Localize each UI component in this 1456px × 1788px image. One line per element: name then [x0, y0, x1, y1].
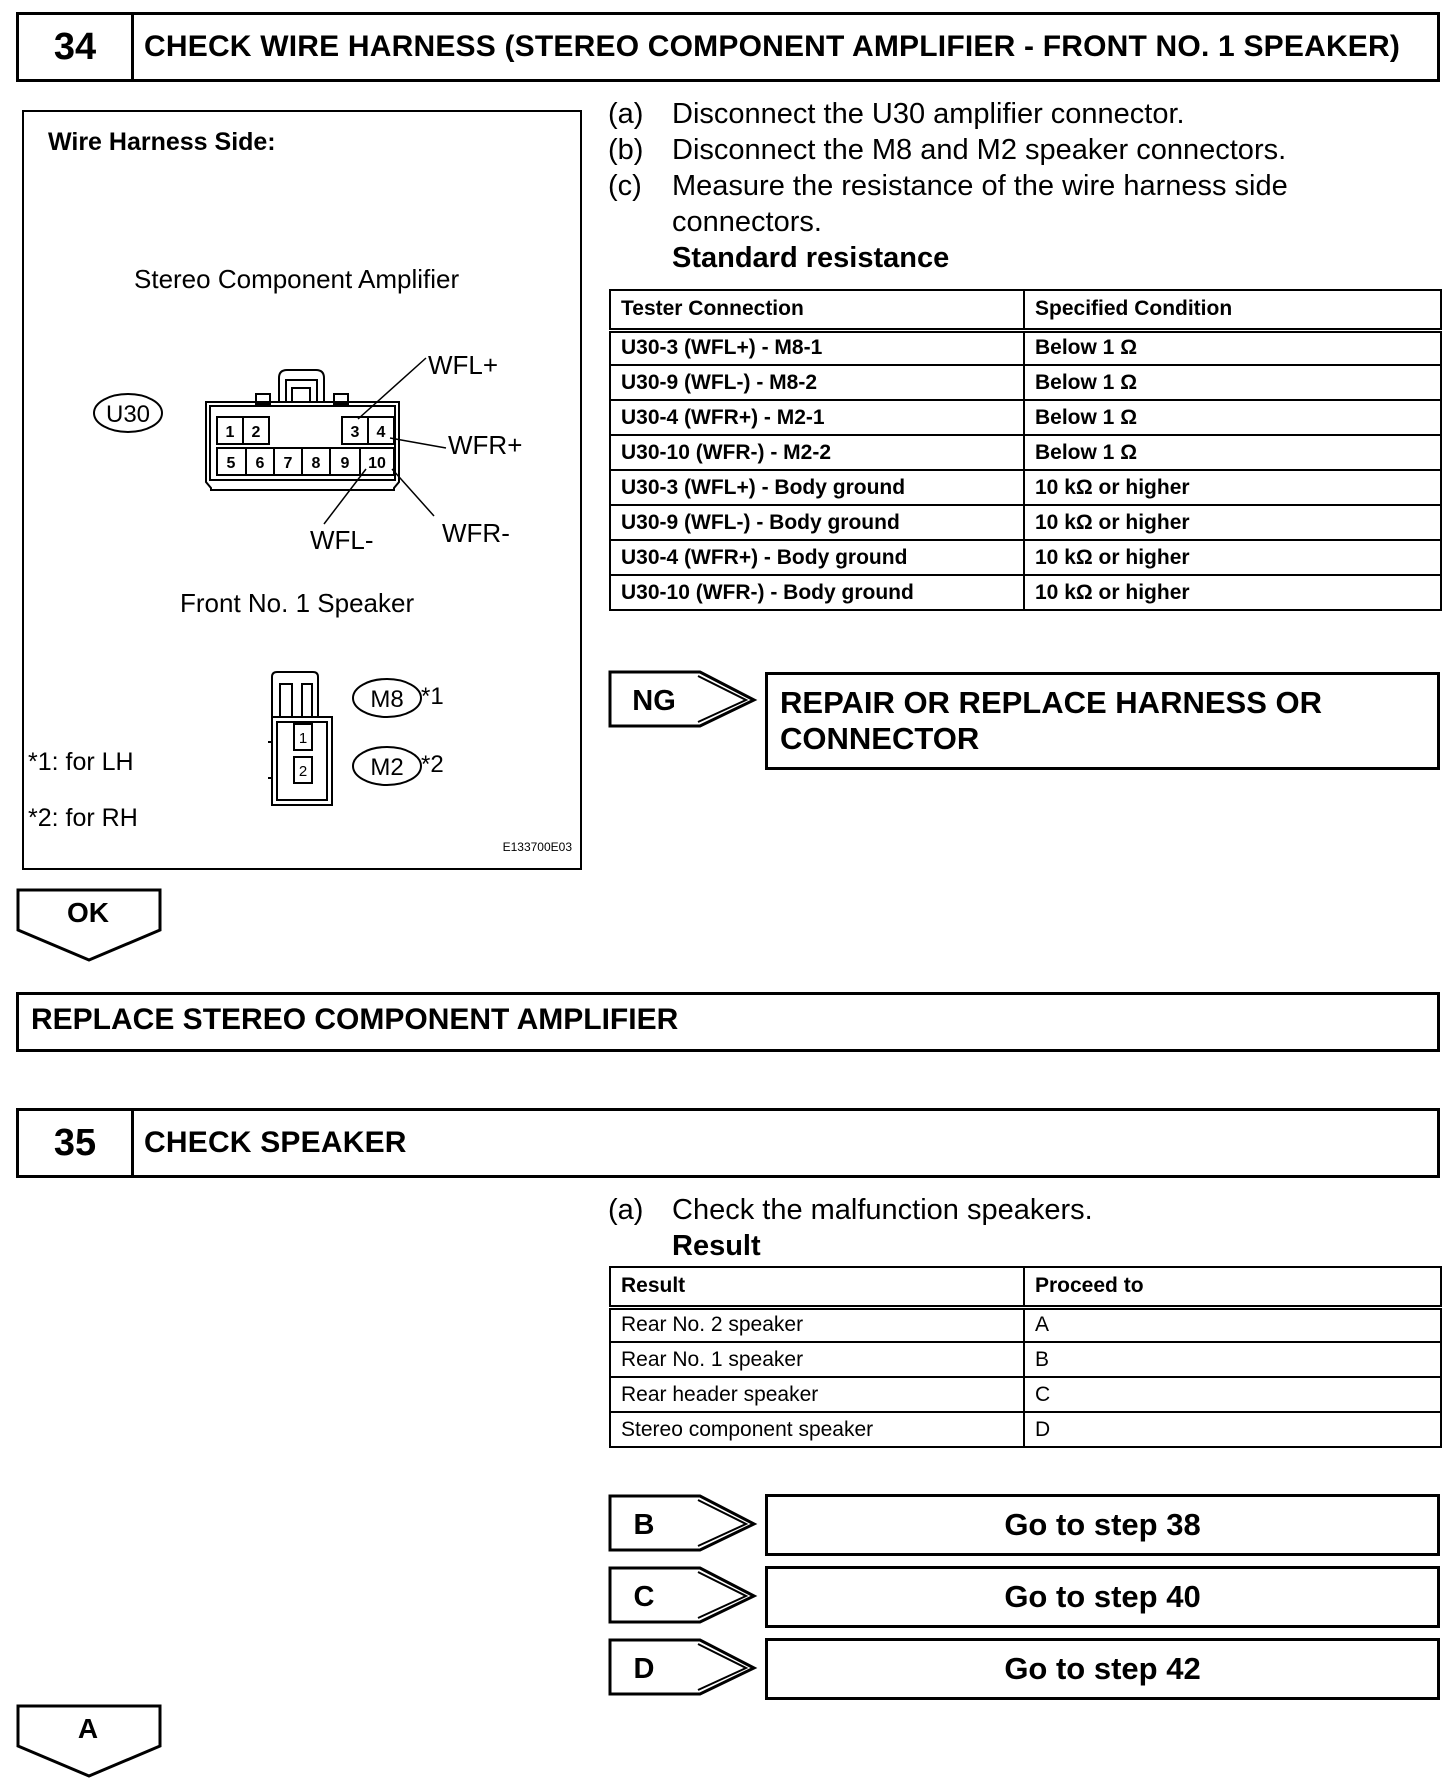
figure-code: E133700E03	[502, 840, 572, 854]
table-header: Tester Connection	[610, 290, 1024, 330]
a-marker	[16, 1704, 164, 1780]
branch-b-action-text: Go to step 38	[1004, 1507, 1201, 1542]
ok-label: OK	[67, 897, 109, 928]
step-35-header	[16, 1108, 1440, 1178]
branch-c-action-text: Go to step 40	[1004, 1579, 1201, 1614]
table-row	[610, 400, 1441, 435]
step-34-instructions	[608, 96, 1448, 276]
instruction-b: (b) Disconnect the M8 and M2 speaker connectors.	[608, 134, 1287, 166]
speaker-label: Front No. 1 Speaker	[180, 588, 415, 618]
pin-1: 1	[225, 424, 235, 441]
step-34-header	[16, 12, 1440, 82]
table-cell: U30-3 (WFL+) - Body ground	[610, 470, 1024, 505]
table-row	[610, 330, 1441, 365]
table-cell: Below 1 Ω	[1024, 365, 1441, 400]
table-cell: U30-10 (WFR-) - Body ground	[610, 575, 1024, 610]
table-cell: U30-4 (WFR+) - Body ground	[610, 540, 1024, 575]
amplifier-label: Stereo Component Amplifier	[134, 264, 460, 294]
step-number: 34	[19, 15, 134, 79]
wfr-minus-label: WFR-	[442, 518, 510, 548]
branch-c-arrow-tag	[608, 1566, 758, 1626]
table-row	[610, 1342, 1441, 1377]
ok-marker	[16, 888, 164, 964]
branch-d-label: D	[633, 1653, 655, 1685]
branch-b-action-box	[765, 1494, 1440, 1556]
table-cell: 10 kΩ or higher	[1024, 540, 1441, 575]
table-cell: D	[1024, 1412, 1441, 1447]
wire-harness-figure	[22, 110, 582, 870]
table-row	[610, 470, 1441, 505]
figure-heading: Wire Harness Side:	[48, 128, 276, 156]
table-cell: U30-9 (WFL-) - M8-2	[610, 365, 1024, 400]
table-cell: Rear header speaker	[610, 1377, 1024, 1412]
speaker-pin-1: 1	[298, 730, 308, 747]
speaker-pin-2: 2	[298, 763, 308, 780]
pin-6: 6	[255, 455, 265, 472]
table-cell: Rear No. 1 speaker	[610, 1342, 1024, 1377]
table-cell: Below 1 Ω	[1024, 435, 1441, 470]
pin-10: 10	[368, 455, 386, 472]
table-row	[610, 540, 1441, 575]
result-table	[609, 1266, 1442, 1448]
step-number: 35	[19, 1111, 134, 1175]
step-title: CHECK SPEAKER	[144, 1126, 407, 1159]
wfl-minus-label: WFL-	[310, 525, 374, 555]
result-label: Result	[672, 1230, 761, 1262]
wfr-plus-label: WFR+	[448, 430, 523, 460]
note-rh: *2: for RH	[28, 804, 138, 832]
ng-action-text: REPAIR OR REPLACE HARNESS OR CONNECTOR	[780, 685, 1322, 756]
pin-9: 9	[340, 455, 350, 472]
a-label: A	[77, 1713, 99, 1744]
table-row	[610, 435, 1441, 470]
branch-d-arrow-tag	[608, 1638, 758, 1698]
branch-d-action-box	[765, 1638, 1440, 1700]
table-cell: C	[1024, 1377, 1441, 1412]
m2-tag-text: M2	[370, 754, 404, 781]
instruction-c: (c) Measure the resistance of the wire harness side connectors.	[608, 170, 1288, 238]
table-cell: U30-9 (WFL-) - Body ground	[610, 505, 1024, 540]
wfl-plus-label: WFL+	[428, 350, 499, 380]
table-row	[610, 505, 1441, 540]
ng-label: NG	[632, 685, 676, 717]
pin-8: 8	[311, 455, 321, 472]
pin-2: 2	[251, 424, 261, 441]
step-35-instructions	[608, 1192, 1448, 1264]
table-header: Proceed to	[1024, 1267, 1441, 1307]
table-row	[610, 1377, 1441, 1412]
table-header: Result	[610, 1267, 1024, 1307]
table-row	[610, 575, 1441, 610]
table-header: Specified Condition	[1024, 290, 1441, 330]
table-cell: 10 kΩ or higher	[1024, 575, 1441, 610]
m8-note: *1	[421, 683, 444, 710]
replace-amplifier-box	[16, 992, 1440, 1052]
branch-b-label: B	[633, 1509, 655, 1541]
pin-4: 4	[376, 424, 386, 441]
table-cell: U30-10 (WFR-) - M2-2	[610, 435, 1024, 470]
instruction-a: (a) Check the malfunction speakers.	[608, 1194, 1093, 1226]
table-cell: 10 kΩ or higher	[1024, 470, 1441, 505]
branch-c-label: C	[633, 1581, 655, 1613]
ng-action-box	[765, 672, 1440, 770]
pin-3: 3	[350, 424, 360, 441]
table-cell: 10 kΩ or higher	[1024, 505, 1441, 540]
table-cell: U30-3 (WFL+) - M8-1	[610, 330, 1024, 365]
table-cell: Below 1 Ω	[1024, 400, 1441, 435]
table-row	[610, 1412, 1441, 1447]
ng-arrow-tag	[608, 670, 758, 730]
branch-b-arrow-tag	[608, 1494, 758, 1554]
resistance-table	[609, 289, 1442, 611]
m2-note: *2	[421, 751, 444, 778]
pin-7: 7	[283, 455, 293, 472]
instruction-a: (a) Disconnect the U30 amplifier connector.	[608, 98, 1185, 130]
table-cell: A	[1024, 1307, 1441, 1342]
table-cell: B	[1024, 1342, 1441, 1377]
standard-resistance-label: Standard resistance	[672, 242, 950, 274]
table-row	[610, 365, 1441, 400]
m8-tag-text: M8	[370, 686, 404, 713]
note-lh: *1: for LH	[28, 748, 134, 776]
step-title: CHECK WIRE HARNESS (STEREO COMPONENT AMPLIFIER - FRONT NO. 1 SPEAKER)	[144, 30, 1401, 63]
replace-amplifier-text: REPLACE STEREO COMPONENT AMPLIFIER	[31, 1003, 679, 1036]
table-cell: Stereo component speaker	[610, 1412, 1024, 1447]
table-cell: U30-4 (WFR+) - M2-1	[610, 400, 1024, 435]
table-header-row	[610, 1267, 1441, 1307]
table-row	[610, 1307, 1441, 1342]
table-cell: Rear No. 2 speaker	[610, 1307, 1024, 1342]
table-header-row	[610, 290, 1441, 330]
u30-tag-text: U30	[105, 401, 151, 428]
branch-c-action-box	[765, 1566, 1440, 1628]
branch-d-action-text: Go to step 42	[1004, 1651, 1201, 1686]
pin-5: 5	[226, 455, 236, 472]
table-cell: Below 1 Ω	[1024, 330, 1441, 365]
